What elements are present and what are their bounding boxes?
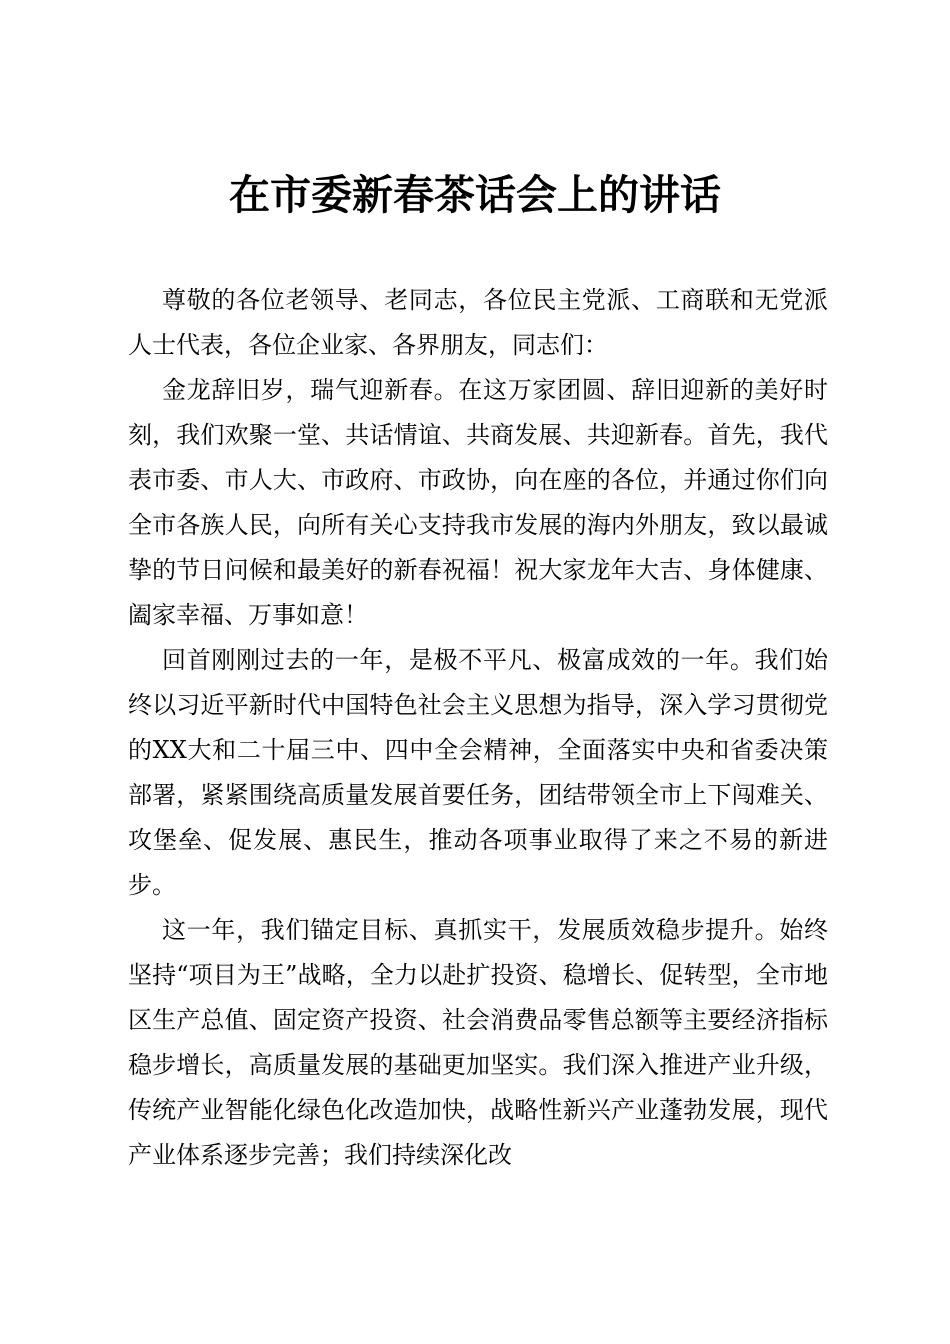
- document-body: [128, 278, 828, 1178]
- paragraph-year-review: 回首刚刚过去的一年，是极不平凡、极富成效的一年。我们始终以习近平新时代中国特色社会主义思想为指导，深入学习贯彻党的XX大和二十届三中、四中全会精神，全面落实中央和省委决策部署，紧紧围绕高质量发展首要任务，团结带领全市上下闯难关、攻堡垒、促发展、惠民生，推动各项事业取得了来之不易的新进步。: [128, 646, 828, 899]
- document-title: 在市委新春茶话会上的讲话: [229, 171, 721, 219]
- paragraph-new-year-greeting: 金龙辞旧岁，瑞气迎新春。在这万家团圆、辞旧迎新的美好时刻，我们欢聚一堂、共话情谊、共商发展、共迎新春。首先，我代表市委、市人大、市政府、市政协，向在座的各位，并通过你们向全市各族人民，向所有关心支持我市发展的海内外朋友，致以最诚挚的节日问候和最美好的新春祝福！祝大家龙年大吉、身体健康、阖家幸福、万事如意！: [128, 376, 828, 629]
- paragraph-salutation: 尊敬的各位老领导、老同志，各位民主党派、工商联和无党派人士代表，各位企业家、各界朋友，同志们：: [128, 286, 828, 359]
- paragraph-development-results: 这一年，我们锚定目标、真抓实干，发展质效稳步提升。始终坚持“项目为王”战略，全力以赴扩投资、稳增长、促转型，全市地区生产总值、固定资产投资、社会消费品零售总额等主要经济指标稳步增长，高质量发展的基础更加坚实。我们深入推进产业升级，传统产业智能化绿色化改造加快，战略性新兴产业蓬勃发展，现代产业体系逐步完善；我们持续深化改: [128, 916, 828, 1169]
